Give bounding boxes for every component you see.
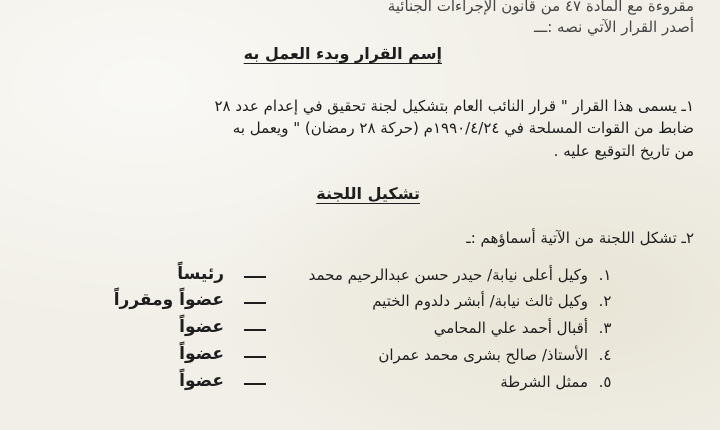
member-role: عضواً bbox=[179, 371, 224, 391]
member-name: ممثل الشرطة bbox=[500, 373, 588, 391]
member-role: عضواً ومقرراً bbox=[113, 290, 224, 310]
member-role: عضواً bbox=[179, 344, 224, 364]
clause-1-line-1: ١ـ يسمى هذا القرار " قرار النائب العام بتشكيل لجنة تحقيق في إعدام عدد ٢٨ bbox=[214, 97, 694, 115]
clause-2-intro: ٢ـ تشكل اللجنة من الآتية أسماؤهم :ـ bbox=[466, 229, 694, 247]
separator-dash bbox=[244, 276, 266, 278]
separator-dash bbox=[244, 302, 266, 304]
member-role: عضواً bbox=[179, 317, 224, 337]
member-name: وكيل أعلى نيابة/ حيدر حسن عبدالرحيم محمد bbox=[308, 266, 588, 284]
member-role: رئيساً bbox=[177, 264, 224, 284]
member-number: ٣. bbox=[598, 319, 612, 337]
member-name: أقبال أحمد علي المحامي bbox=[433, 319, 588, 337]
clause-1-line-3: من تاريخ التوقيع عليه . bbox=[553, 142, 694, 160]
member-number: ٥. bbox=[598, 373, 612, 391]
member-number: ١. bbox=[598, 266, 612, 284]
committee-member-row bbox=[94, 373, 614, 395]
committee-member-row bbox=[94, 266, 614, 288]
document-top-line-2: أصدر القرار الآتي نصه :ـــ bbox=[534, 18, 694, 36]
section-title-name-and-commencement: إسم القرار وبدء العمل به bbox=[243, 44, 442, 63]
section-title-committee-formation: تشكيل اللجنة bbox=[316, 184, 420, 203]
member-name: وكيل ثالث نيابة/ أبشر دلدوم الختيم bbox=[372, 292, 588, 310]
member-name: الأستاذ/ صالح بشرى محمد عمران bbox=[378, 346, 588, 364]
committee-member-row bbox=[94, 346, 614, 368]
member-number: ٤. bbox=[598, 346, 612, 364]
separator-dash bbox=[244, 356, 266, 358]
committee-member-row bbox=[94, 292, 614, 314]
document-top-line-1: مقروءة مع المادة ٤٧ من قانون الإجراءات الجنائية bbox=[387, 0, 694, 15]
committee-member-row bbox=[94, 319, 614, 341]
separator-dash bbox=[244, 329, 266, 331]
member-number: ٢. bbox=[598, 292, 612, 310]
clause-1-line-2: ضابط من القوات المسلحة في ١٩٩٠/٤/٢٤م (حركة ٢٨ رمضان) " ويعمل به bbox=[232, 119, 694, 137]
separator-dash bbox=[244, 383, 266, 385]
